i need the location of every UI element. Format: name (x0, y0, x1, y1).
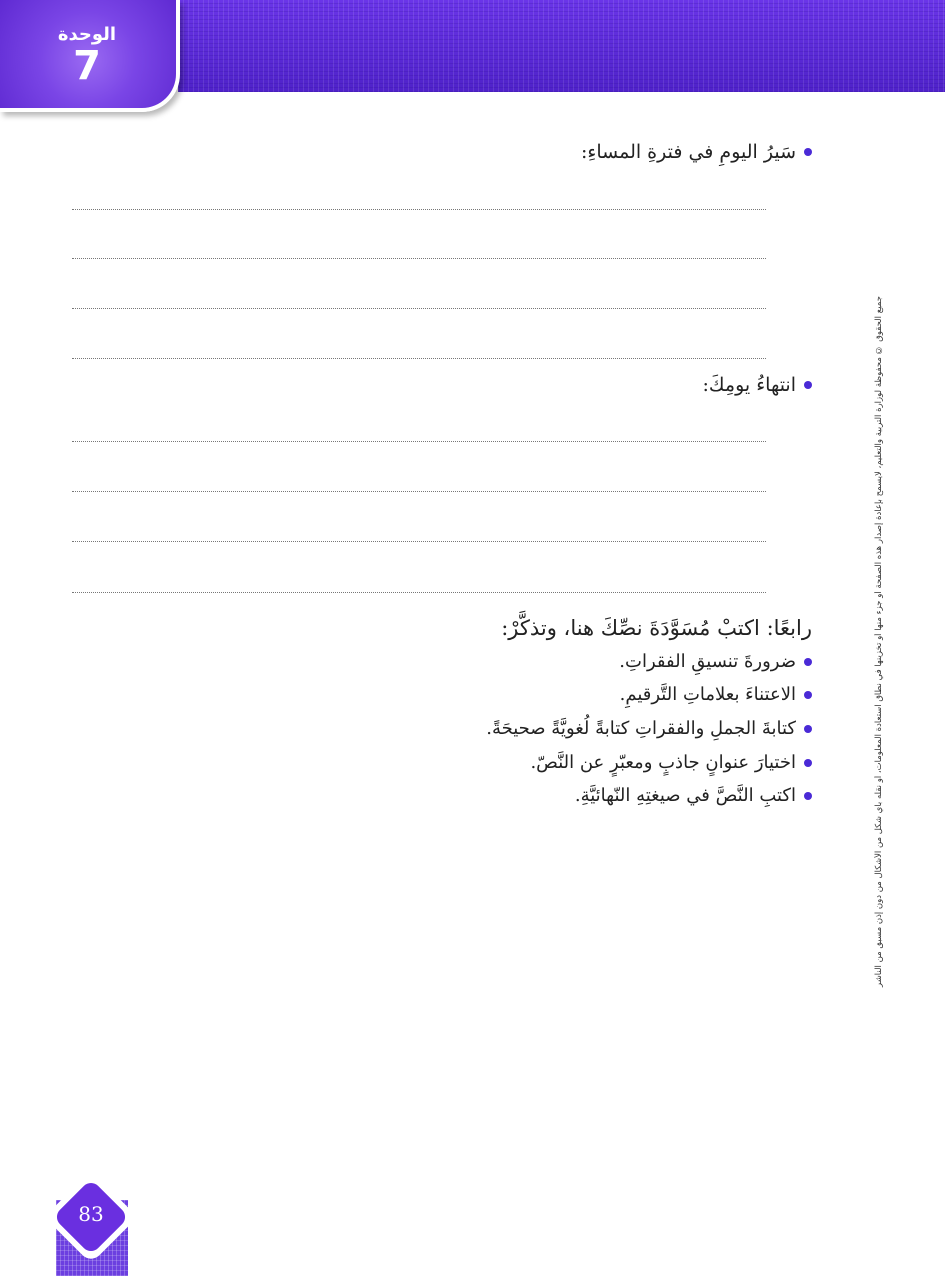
evening-heading (581, 141, 812, 163)
page-number: 83 (78, 1202, 104, 1226)
tip-text: ضرورةَ تنسيقِ الفقراتِ. (619, 651, 796, 672)
unit-label: الوحدة (57, 24, 117, 45)
bullet-icon (804, 759, 812, 767)
bullet-icon (804, 658, 812, 666)
draft-title: رابعًا: اكتبْ مُسَوَّدَةَ نصِّكَ هنا، وتذكَّرْ: (501, 616, 812, 640)
tip-item (620, 684, 812, 705)
tip-item (486, 718, 812, 739)
bullet-icon (804, 148, 812, 156)
bullet-icon (804, 691, 812, 699)
writing-line[interactable] (72, 441, 766, 442)
tip-text: اختيارَ عنوانٍ جاذبٍ ومعبّرٍ عن النَّصّ. (530, 752, 796, 773)
writing-line[interactable] (72, 308, 766, 309)
tip-item (530, 752, 812, 773)
end-heading (702, 374, 812, 396)
copyright-note: جميع الحقوق © محفوظة لوزارة التربية والتعليم، لايسمح بإعادة إصدار هذه الصفحة أو جزء منها أو تخزينها في نطاق استعادة المعلومات، أو نقله بأي شكل من الأشكال من دون إذن مسبق من الناشر (874, 296, 884, 987)
tip-text: الاعتناءَ بعلاماتِ التَّرقيمِ. (619, 684, 796, 705)
tip-item (575, 785, 812, 806)
unit-number: 7 (73, 43, 101, 89)
bullet-icon (804, 381, 812, 389)
tip-text: اكتبِ النَّصَّ في صيغتِهِ النّهائيَّةِ. (574, 785, 796, 806)
writing-line[interactable] (72, 258, 766, 259)
writing-line[interactable] (72, 209, 766, 210)
bullet-icon (804, 725, 812, 733)
tip-item (619, 651, 812, 672)
writing-line[interactable] (72, 541, 766, 542)
writing-line[interactable] (72, 358, 766, 359)
writing-line[interactable] (72, 491, 766, 492)
writing-line[interactable] (72, 592, 766, 593)
evening-label: سَيرُ اليومِ في فترةِ المساءِ: (581, 141, 796, 163)
bullet-icon (804, 792, 812, 800)
end-label: انتهاءُ يومِكَ: (702, 374, 796, 396)
tip-text: كتابةَ الجملِ والفقراتِ كتابةً لُغويَّةً صحيحَةً. (486, 718, 796, 739)
